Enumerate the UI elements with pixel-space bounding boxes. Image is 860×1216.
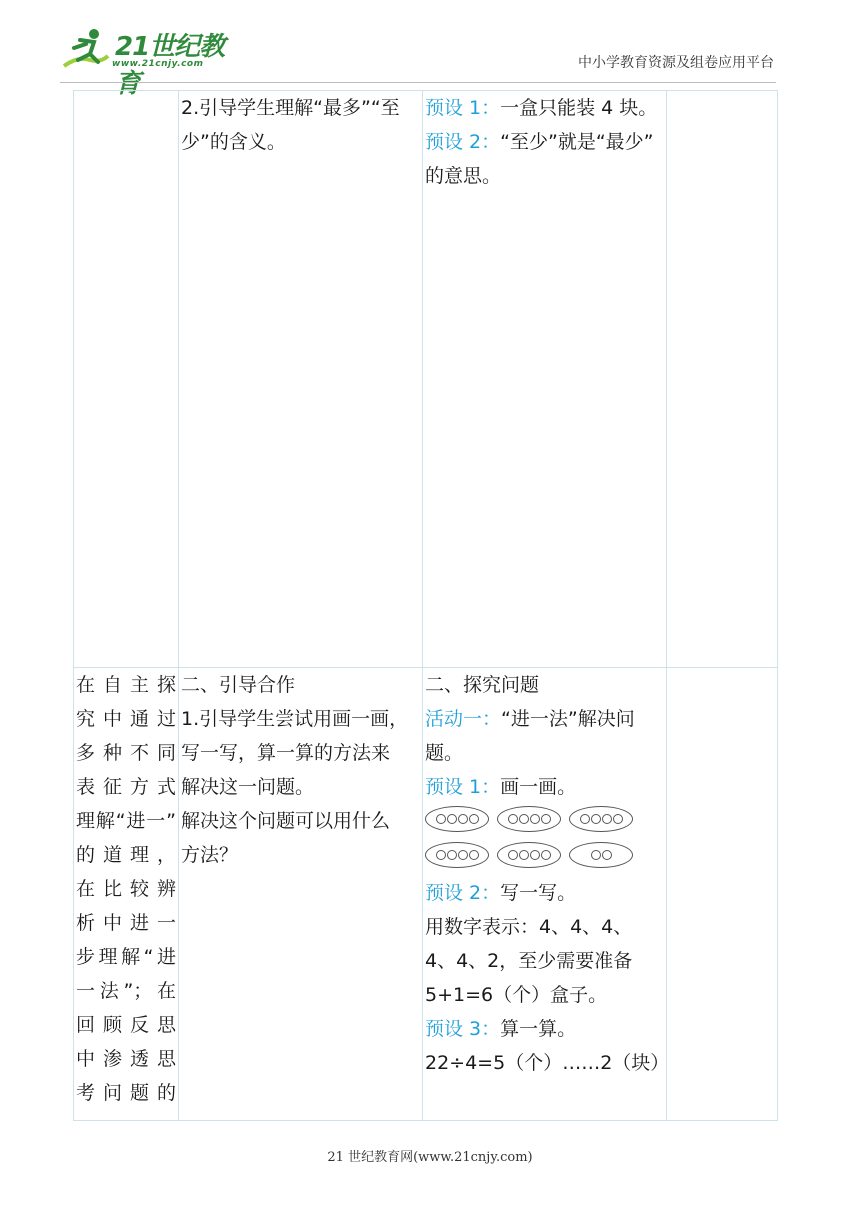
cake-circle (469, 850, 479, 860)
teacher-cell (179, 668, 423, 1121)
preset-text: 的意思。 (425, 165, 502, 187)
notes-cell (667, 91, 778, 668)
preset-text: 用数字表示：4、4、4、 (425, 916, 633, 938)
cake-circle (613, 814, 623, 824)
teacher-line: 少”的含义。 (181, 131, 286, 153)
intent-line: 步理解“进 (76, 946, 176, 968)
teacher-line: 解决这个问题可以用什么 (181, 810, 391, 832)
box-oval (497, 806, 561, 832)
intent-line: 回 顾 反 思 (76, 1014, 176, 1036)
teacher-line: 1.引导学生尝试用画一画， (181, 708, 409, 730)
preset-label: 预设 2： (425, 882, 501, 904)
intent-line: 多 种 不 同 (76, 742, 176, 764)
activity-label: 活动一： (425, 708, 502, 730)
intent-line: 的 道 理 ， (76, 844, 176, 866)
preset-label: 预设 1： (425, 97, 501, 119)
notes-cell (667, 668, 778, 1121)
preset-text: “至少”就是“最少” (500, 131, 654, 153)
preset-text: 4、4、2，至少需要准备 (425, 950, 633, 972)
intent-text (76, 668, 176, 1110)
box-drawing-row (425, 842, 664, 876)
preset-label: 预设 1： (425, 776, 501, 798)
preset-text: 22÷4=5（个）……2（块） (425, 1052, 670, 1074)
cake-circle (591, 850, 601, 860)
header-divider (60, 82, 776, 83)
preset-text: 一盒只能装 4 块。 (500, 97, 658, 119)
preset-label: 预设 2： (425, 131, 501, 153)
cake-circle (541, 814, 551, 824)
cake-circle (447, 850, 457, 860)
logo-text: 21世纪教育 (115, 32, 225, 99)
preset-text: 算一算。 (500, 1018, 577, 1040)
box-oval (497, 842, 561, 868)
preset-label: 预设 3： (425, 1018, 501, 1040)
cake-circle (447, 814, 457, 824)
cake-circle (469, 814, 479, 824)
cake-circle (580, 814, 590, 824)
teacher-line: 二、引导合作 (181, 674, 296, 696)
teacher-cell (179, 91, 423, 668)
intent-line: 析 中 进 一 (76, 912, 176, 934)
cake-circle (602, 850, 612, 860)
runner-icon (60, 26, 112, 70)
cake-circle (602, 814, 612, 824)
cake-circle (436, 850, 446, 860)
box-drawing-row (425, 806, 664, 840)
cake-circle (458, 814, 468, 824)
box-oval (569, 842, 633, 868)
box-oval (569, 806, 633, 832)
cake-circle (519, 814, 529, 824)
preset-text: 写一写。 (500, 882, 577, 904)
cake-circle (508, 850, 518, 860)
intent-line: 理解“进一” (76, 810, 176, 832)
preset-text: 5+1=6（个）盒子。 (425, 984, 608, 1006)
intent-line: 在 比 较 辨 (76, 878, 176, 900)
logo-url: www.21cnjy.com (112, 59, 204, 69)
intent-line: 在 自 主 探 (76, 674, 176, 696)
intent-line: 一法”；在 (76, 980, 176, 1002)
intent-line: 考 问 题 的 (76, 1082, 176, 1104)
table-row (74, 91, 778, 668)
intent-cell (74, 668, 179, 1121)
teacher-line: 解决这一问题。 (181, 776, 315, 798)
page-header (0, 0, 860, 99)
teacher-line: 2.引导学生理解“最多”“至 (181, 97, 400, 119)
page-footer: 21 世纪教育网(www.21cnjy.com) (327, 1150, 533, 1165)
intent-line: 中 渗 透 思 (76, 1048, 176, 1070)
teacher-text (181, 668, 420, 872)
student-cell (423, 668, 670, 1121)
cake-circle (541, 850, 551, 860)
table-row (74, 668, 778, 1121)
site-logo (60, 26, 230, 99)
section-heading: 二、探究问题 (425, 674, 540, 696)
activity-text: 题。 (425, 742, 464, 764)
activity-text: “进一法”解决问 (501, 708, 635, 730)
cake-circle (436, 814, 446, 824)
teacher-line: 方法？ (181, 844, 239, 866)
lesson-table (73, 90, 778, 1121)
cake-circle (530, 814, 540, 824)
box-oval (425, 806, 489, 832)
intent-line: 究 中 通 过 (76, 708, 176, 730)
cake-circle (519, 850, 529, 860)
intent-cell (74, 91, 179, 668)
student-cell (423, 91, 667, 668)
teacher-line: 写一写，算一算的方法来 (181, 742, 391, 764)
box-oval (425, 842, 489, 868)
cake-circle (530, 850, 540, 860)
cake-circle (458, 850, 468, 860)
intent-line: 表 征 方 式 (76, 776, 176, 798)
platform-name: 中小学教育资源及组卷应用平台 (578, 55, 774, 71)
cake-circle (591, 814, 601, 824)
cake-circle (508, 814, 518, 824)
preset-text: 画一画。 (500, 776, 577, 798)
